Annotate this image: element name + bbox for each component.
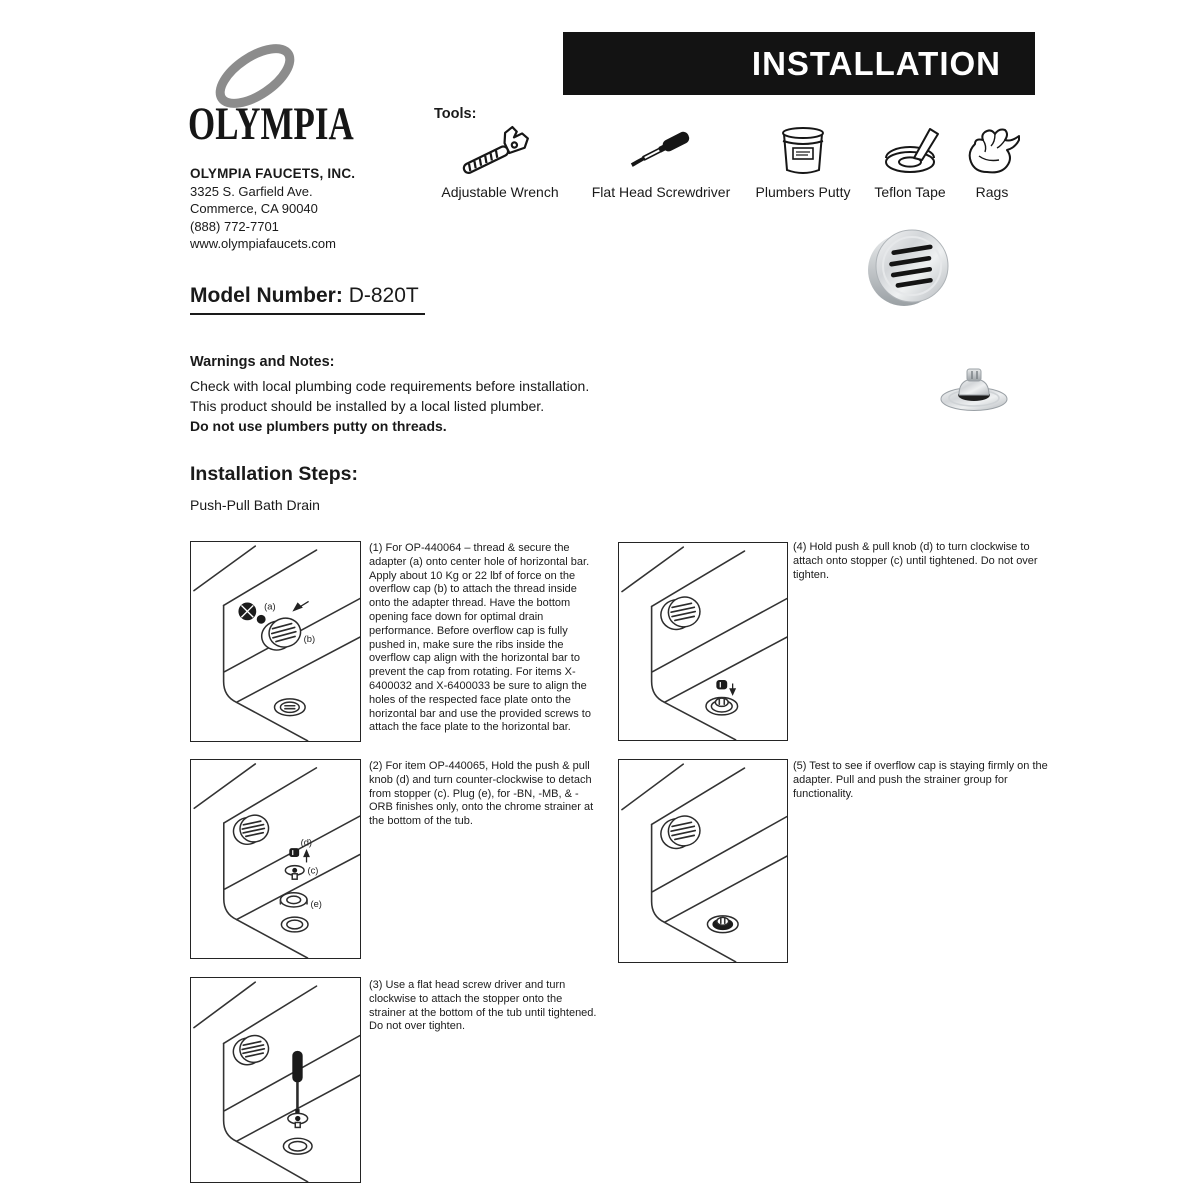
tub-corner-drawing [194, 982, 360, 1182]
tools-label: Tools: [434, 106, 477, 122]
installation-steps-subtitle: Push-Pull Bath Drain [190, 497, 320, 513]
tool-label: Teflon Tape [874, 184, 946, 200]
rags-icon [952, 120, 1032, 180]
step2-text: (2) For item OP-440065, Hold the push & pull knob (d) and turn counter-clockwise to detach from stopper (c). Plug (e), for -BN, -MB, & -ORB finishes only, onto the chrome strainer at the bottom of the tub. [369, 760, 594, 828]
model-number-line [190, 284, 425, 315]
tool-item-teflon-tape [863, 120, 957, 200]
company-name: OLYMPIA FAUCETS, INC. [190, 166, 356, 181]
company-address-line2: Commerce, CA 90040 [190, 201, 318, 216]
tub-corner-drawing [194, 764, 359, 958]
company-address-line1: 3325 S. Garfield Ave. [190, 183, 313, 199]
adapter-drawing [239, 603, 265, 623]
overflow-cap-photo [866, 224, 954, 312]
step1-figure [190, 541, 361, 742]
step3-figure [190, 977, 361, 1183]
model-number-value: D-820T [348, 284, 419, 307]
tool-label: Flat Head Screwdriver [591, 184, 731, 200]
label-d: (d) [300, 837, 313, 848]
step4-text: (4) Hold push & pull knob (d) to turn clockwise to attach onto stopper (c) until tightened. Do not over tighten. [793, 541, 1038, 581]
drain-drawing [275, 699, 306, 716]
warnings-bold-line: Do not use plumbers putty on threads. [190, 418, 447, 434]
push-arrow-icon [294, 601, 309, 610]
step1-text: (1) For OP-440064 – thread & secure the adapter (a) onto center hole of horizontal bar. Apply about 10 Kg or 22 lbf of force on the overflow cap (b) to attach the thread inside onto the adapter thread. Have the bottom opening face down for optimal drain performance. Before overflow cap is fully pushed in, make sure the ribs inside the overflow cap align with the horizontal bar to prevent the cap from rotating. For items X-6400032 and X-6400033 be sure to align the holes of the respected face plate onto the horizontal bar and use the provided screws to attach the face plate to the horizontal bar. [369, 542, 591, 734]
drain-drawing [281, 917, 308, 932]
assembled-drain-drawing [707, 916, 738, 933]
company-info [190, 165, 355, 253]
tool-label: Rags [975, 184, 1009, 200]
company-phone: (888) 772-7701 [190, 218, 279, 234]
adjustable-wrench-icon [430, 120, 570, 180]
overflow-cap-drawing [658, 813, 703, 851]
drain-stopper-photo [938, 364, 1010, 414]
screwdriver-drawing [293, 1051, 302, 1113]
step2-figure [190, 759, 361, 959]
plug-drawing [280, 893, 307, 907]
company-website: www.olympiafaucets.com [190, 236, 336, 251]
step4-figure [618, 542, 788, 741]
tub-corner-drawing [622, 764, 787, 962]
up-arrow-icon [304, 851, 309, 863]
overflow-cap-drawing [658, 594, 703, 632]
warnings-section [190, 352, 589, 436]
knob-drawing [290, 849, 299, 857]
tool-item-rags [952, 120, 1032, 200]
warnings-line: Check with local plumbing code requirements before installation. [190, 378, 590, 394]
stopper-on-drain-drawing [706, 698, 738, 715]
model-number-label: Model Number: [190, 284, 343, 307]
banner-title: INSTALLATION [751, 44, 1001, 82]
drain-drawing [283, 1138, 312, 1154]
step5-text: (5) Test to see if overflow cap is staying firmly on the adapter. Pull and push the strainer group for functionality. [793, 760, 1048, 800]
label-b: (b) [303, 633, 316, 644]
overflow-cap-drawing [231, 1033, 272, 1067]
installation-steps-title: Installation Steps: [190, 463, 358, 485]
step3-text: (3) Use a flat head screw driver and turn clockwise to attach the stopper onto the strainer at the bottom of the tub until tightened. Do not over tighten. [369, 979, 597, 1033]
warnings-line: This product should be installed by a local listed plumber. [190, 398, 545, 414]
label-c: (c) [307, 865, 319, 876]
tool-item-adjustable-wrench [430, 120, 570, 200]
warnings-title: Warnings and Notes: [190, 354, 335, 370]
stopper-drawing [285, 866, 304, 880]
flat-head-screwdriver-icon [578, 120, 744, 180]
tool-item-flat-head-screwdriver [578, 120, 744, 200]
overflow-cap-drawing [231, 813, 271, 847]
tool-label: Adjustable Wrench [441, 184, 559, 200]
teflon-tape-icon [863, 120, 957, 180]
logo-text: OLYMPIA [188, 97, 354, 150]
stopper-drawing [288, 1113, 308, 1127]
plumbers-putty-icon [746, 120, 860, 180]
knob-drawing [717, 681, 727, 689]
tool-item-plumbers-putty [746, 120, 860, 200]
label-a: (a) [264, 601, 276, 612]
step5-figure [618, 759, 788, 963]
tub-corner-drawing [622, 547, 787, 740]
down-arrow-icon [730, 684, 735, 695]
label-e: (e) [310, 898, 322, 909]
tool-label: Plumbers Putty [755, 184, 851, 200]
installation-banner [563, 32, 1035, 95]
